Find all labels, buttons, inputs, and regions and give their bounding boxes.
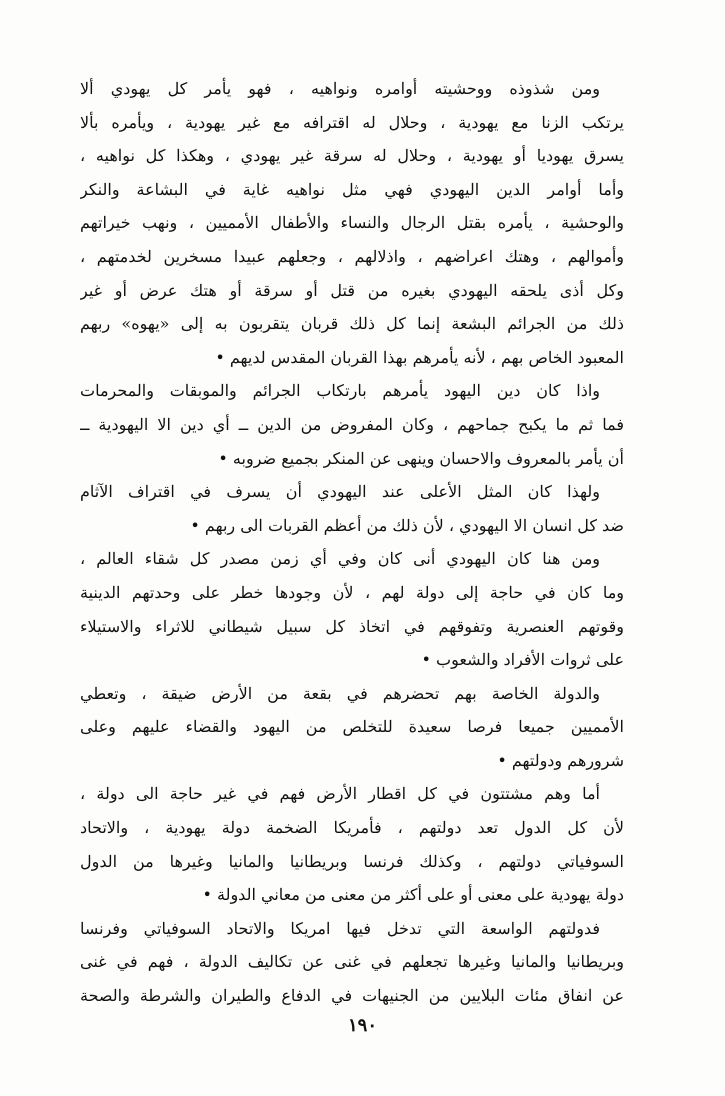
text-line: وقوتهم العنصرية وتفوقهم في اتخاذ كل سبيل شيطاني للاثراء والاستيلاء <box>80 616 624 636</box>
text-line: عن انفاق مئات البلايين من الجنيهات في الدفاع والطيران والشرطة والصحة <box>80 986 624 1006</box>
page-number: ١٩٠ <box>347 1015 377 1036</box>
text-line: ومن هنا كان اليهودي أنى كان وفي أي زمن مصدر كل شقاء العالم ، <box>80 549 600 569</box>
text-line: لأن كل الدول تعد دولتهم ، فأمريكا الضخمة دولة يهودية ، والاتحاد <box>80 818 624 838</box>
text-line: وبريطانيا والمانيا وغيرها تجعلهم في غنى عن تكاليف الدولة ، فهم في غنى <box>80 952 624 972</box>
text-line: يرتكب الزنا مع يهودية ، وحلال له اقترافه مع غير يهودية ، ويأمره بألا <box>80 112 624 132</box>
text-line: فدولتهم الواسعة التي تدخل فيها امريكا والاتحاد السوفياتي وفرنسا <box>80 918 600 938</box>
body-text <box>80 72 624 1013</box>
text-line: ضد كل انسان الا اليهودي ، لأن ذلك من أعظم القربات الى ربهم • <box>190 515 624 535</box>
text-line: ذلك من الجرائم البشعة إنما كل ذلك قربان يتقربون به إلى «يهوه» ربهم <box>80 314 624 334</box>
text-line: السوفياتي دولتهم ، وكذلك فرنسا وبريطانيا والمانيا وغيرها من الدول <box>80 851 624 871</box>
text-line: المعبود الخاص بهم ، لأنه يأمرهم بهذا القربان المقدس لديهم • <box>215 347 624 367</box>
text-line: الأمميين جميعا فرصا سعيدة للتخلص من اليهود والقضاء عليهم وعلى <box>80 717 624 737</box>
text-line: على ثروات الأفراد والشعوب • <box>421 650 624 670</box>
text-line: يسرق يهوديا أو يهودية ، وحلال له سرقة غير يهودي ، وهكذا كل نواهيه ، <box>80 146 624 166</box>
text-line: والوحشية ، يأمره بقتل الرجال والنساء والأطفال الأمميين ، ونهب خيراتهم <box>80 213 624 233</box>
text-line: وكل أذى يلحقه اليهودي بغيره من قتل أو سرقة أو هتك عرض أو غير <box>80 280 624 300</box>
text-line: وأموالهم ، وهتك اعراضهم ، واذلالهم ، وجعلهم عبيدا مسخرين لخدمتهم ، <box>80 246 624 266</box>
text-line: وما كان في حاجة إلى دولة لهم ، لأن وجودها خطر على وحدتهم الدينية <box>80 582 624 602</box>
text-line: واذا كان دين اليهود يأمرهم بارتكاب الجرائم والموبقات والمحرمات <box>80 381 600 401</box>
text-line: ولهذا كان المثل الأعلى عند اليهودي أن يسرف في اقتراف الآثام <box>80 482 600 502</box>
text-line: فما ثم ما يكبح جماحهم ، وكان المفروض من الدين ــ أي دين الا اليهودية ــ <box>80 414 624 434</box>
text-line: شرورهم ودولتهم • <box>497 750 624 770</box>
text-line: دولة يهودية على معنى أو على أكثر من معنى من معاني الدولة • <box>202 885 624 905</box>
text-line: أما وهم مشتتون في كل اقطار الأرض فهم في غير حاجة الى دولة ، <box>80 784 600 804</box>
text-line: وأما أوامر الدين اليهودي فهي مثل نواهيه غاية في البشاعة والنكر <box>80 179 624 199</box>
text-line: ومن شذوذه ووحشيته أوامره ونواهيه ، فهو يأمر كل يهودي ألا <box>80 79 600 98</box>
text-line: أن يأمر بالمعروف والاحسان وينهى عن المنكر بجميع ضروبه • <box>218 448 624 468</box>
text-line: والدولة الخاصة بهم تحضرهم في بقعة من الأرض ضيقة ، وتعطي <box>80 683 600 703</box>
